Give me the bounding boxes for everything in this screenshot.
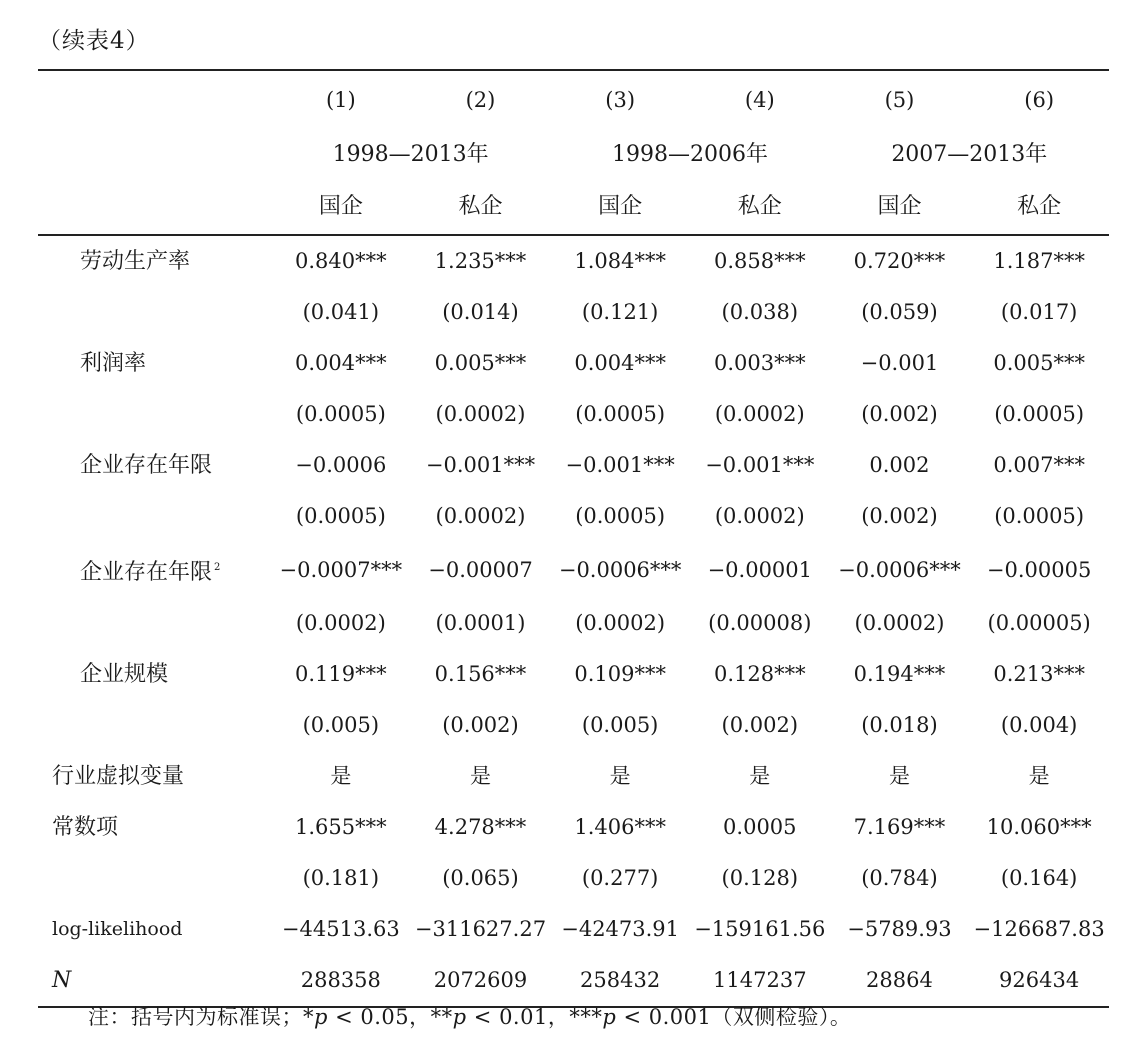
se-cell: (0.004) xyxy=(1000,713,1078,737)
se-cell: (0.181) xyxy=(302,866,380,890)
p-symbol: p xyxy=(452,1005,467,1029)
row-label xyxy=(38,542,271,598)
coef-cell: 1.084*** xyxy=(574,249,666,273)
table-row xyxy=(38,802,1109,853)
se-cell: (0.005) xyxy=(581,713,659,737)
row-label: 企业规模 xyxy=(80,662,169,687)
table-footnote xyxy=(88,1001,851,1031)
se-cell: (0.784) xyxy=(861,866,938,890)
period-header: 1998—2013年 xyxy=(332,142,489,167)
firm-type-header: 私企 xyxy=(690,180,830,235)
coef-cell: 0.128*** xyxy=(713,662,806,686)
period-header: 1998—2006年 xyxy=(611,142,768,167)
row-label-empty xyxy=(38,853,271,904)
se-cell: (0.065) xyxy=(442,866,519,890)
row-label-text: 企业存在年限 xyxy=(80,560,213,585)
table-row xyxy=(38,287,1109,338)
coef-cell: −0.001 xyxy=(860,351,939,375)
se-cell: (0.0001) xyxy=(435,611,526,635)
row-label: 常数项 xyxy=(52,815,119,840)
coef-cell: −0.0007*** xyxy=(279,557,403,582)
se-cell: (0.0002) xyxy=(295,611,386,635)
table-row xyxy=(38,542,1109,598)
coef-cell: 1.655*** xyxy=(295,815,387,839)
coef-cell: −0.001*** xyxy=(565,453,675,477)
se-cell: (0.059) xyxy=(861,300,938,324)
se-cell: (0.018) xyxy=(861,713,938,737)
coef-cell: 0.156*** xyxy=(434,662,527,686)
se-cell: (0.0005) xyxy=(575,402,666,426)
header-row-periods xyxy=(38,129,1109,180)
col-number: (2) xyxy=(465,88,496,112)
se-cell: (0.041) xyxy=(302,300,380,324)
value-cell: 是 xyxy=(330,764,352,788)
table-row xyxy=(38,440,1109,491)
value-cell: 是 xyxy=(469,764,491,788)
row-label: 行业虚拟变量 xyxy=(52,764,185,789)
header-corner xyxy=(38,70,271,129)
regression-table xyxy=(38,69,1109,1008)
coef-cell: −0.00007 xyxy=(428,557,533,582)
footnote-text: < 0.05，** xyxy=(327,1005,453,1029)
value-cell: 926434 xyxy=(999,968,1080,992)
value-cell: 288358 xyxy=(300,968,381,992)
coef-cell: 0.119*** xyxy=(295,662,387,686)
coef-cell: 1.235*** xyxy=(434,249,527,273)
coef-cell: 4.278*** xyxy=(434,815,527,839)
coef-cell: 0.003*** xyxy=(713,351,806,375)
se-cell: (0.128) xyxy=(721,866,799,890)
se-cell: (0.014) xyxy=(442,300,519,324)
se-cell: (0.0002) xyxy=(714,402,805,426)
footnote-text: < 0.001（双侧检验）。 xyxy=(616,1005,852,1029)
coef-cell: 0.213*** xyxy=(993,662,1085,686)
coef-cell: 0.004*** xyxy=(574,351,666,375)
footnote-text: 注：括号内为标准误；* xyxy=(88,1005,314,1029)
firm-type-header: 国企 xyxy=(271,180,411,235)
row-label: 劳动生产率 xyxy=(80,249,191,274)
se-cell: (0.0002) xyxy=(854,611,945,635)
table-caption: （续表4） xyxy=(38,28,150,54)
table-row xyxy=(38,700,1109,751)
coef-cell: −0.00001 xyxy=(707,557,813,582)
coef-cell: −0.001*** xyxy=(425,453,536,477)
row-label: 企业存在年限 xyxy=(80,453,213,478)
coef-cell: 0.002 xyxy=(869,453,930,477)
table-row xyxy=(38,491,1109,542)
col-number: (4) xyxy=(744,88,775,112)
col-number: (1) xyxy=(325,88,356,112)
se-cell: (0.00005) xyxy=(987,611,1091,635)
row-label: log-likelihood xyxy=(52,918,183,940)
value-cell: 是 xyxy=(888,764,910,788)
table-row xyxy=(38,955,1109,1007)
value-cell: 是 xyxy=(749,764,771,788)
se-cell: (0.002) xyxy=(861,504,938,528)
se-cell: (0.121) xyxy=(581,300,659,324)
coef-cell: 0.0005 xyxy=(723,815,797,839)
firm-type-header: 私企 xyxy=(411,180,551,235)
p-symbol: p xyxy=(314,1005,328,1029)
value-cell: 是 xyxy=(1028,764,1050,788)
firm-type-header: 国企 xyxy=(830,180,970,235)
se-cell: (0.0002) xyxy=(714,504,805,528)
footnote-text: < 0.01，*** xyxy=(466,1005,603,1029)
se-cell: (0.002) xyxy=(442,713,519,737)
se-cell: (0.00008) xyxy=(708,611,812,635)
value-cell: 是 xyxy=(609,764,631,788)
coef-cell: −0.00005 xyxy=(986,557,1092,582)
se-cell: (0.002) xyxy=(861,402,938,426)
value-cell: −126687.83 xyxy=(973,917,1105,941)
table-row xyxy=(38,649,1109,700)
coef-cell: 0.840*** xyxy=(295,249,387,273)
header-corner xyxy=(38,129,271,180)
table-row xyxy=(38,904,1109,955)
coef-cell: −0.001*** xyxy=(705,453,815,477)
p-symbol: p xyxy=(602,1005,617,1029)
coef-cell: 10.060*** xyxy=(986,815,1092,839)
se-cell: (0.164) xyxy=(1000,866,1078,890)
coef-cell: −0.0006 xyxy=(295,453,387,477)
value-cell: 28864 xyxy=(866,968,933,992)
coef-cell: 0.005*** xyxy=(993,351,1085,375)
table-row xyxy=(38,598,1109,649)
col-number: (3) xyxy=(605,88,636,112)
header-corner xyxy=(38,180,271,235)
se-cell: (0.0005) xyxy=(575,504,666,528)
col-number: (6) xyxy=(1024,88,1055,112)
value-cell: 2072609 xyxy=(433,968,528,992)
firm-type-header: 国企 xyxy=(550,180,690,235)
coef-cell: 1.187*** xyxy=(993,249,1085,273)
table-row xyxy=(38,751,1109,802)
coef-cell: 0.004*** xyxy=(295,351,387,375)
value-cell: 258432 xyxy=(580,968,661,992)
coef-cell: 0.720*** xyxy=(853,249,946,273)
table-row xyxy=(38,338,1109,389)
coef-cell: 7.169*** xyxy=(853,815,946,839)
coef-cell: 0.109*** xyxy=(574,662,666,686)
value-cell: −311627.27 xyxy=(414,917,547,941)
se-cell: (0.0002) xyxy=(435,504,526,528)
col-number: (5) xyxy=(884,88,915,112)
row-label-empty xyxy=(38,491,271,542)
row-label-empty xyxy=(38,287,271,338)
se-cell: (0.0005) xyxy=(295,504,386,528)
row-label-empty xyxy=(38,598,271,649)
coef-cell: −0.0006*** xyxy=(558,557,682,582)
coef-cell: 0.858*** xyxy=(713,249,806,273)
header-row-firm-types xyxy=(38,180,1109,235)
row-label: N xyxy=(52,968,72,993)
table-row xyxy=(38,853,1109,904)
table-row xyxy=(38,235,1109,287)
se-cell: (0.005) xyxy=(302,713,380,737)
se-cell: (0.017) xyxy=(1000,300,1078,324)
coef-cell: −0.0006*** xyxy=(838,557,961,582)
row-label: 利润率 xyxy=(80,351,147,376)
header-row-model-numbers xyxy=(38,70,1109,129)
coef-cell: 1.406*** xyxy=(574,815,666,839)
se-cell: (0.0005) xyxy=(994,402,1085,426)
value-cell: −44513.63 xyxy=(281,917,400,941)
superscript: 2 xyxy=(214,562,221,573)
se-cell: (0.002) xyxy=(721,713,799,737)
se-cell: (0.0002) xyxy=(575,611,666,635)
row-label-empty xyxy=(38,700,271,751)
coef-cell: 0.194*** xyxy=(853,662,946,686)
se-cell: (0.277) xyxy=(581,866,659,890)
se-cell: (0.0005) xyxy=(994,504,1085,528)
row-label-empty xyxy=(38,389,271,440)
period-header: 2007—2013年 xyxy=(891,142,1048,167)
coef-cell: 0.007*** xyxy=(993,453,1085,477)
value-cell: 1147237 xyxy=(713,968,807,992)
value-cell: −159161.56 xyxy=(694,917,826,941)
se-cell: (0.0002) xyxy=(435,402,526,426)
value-cell: −5789.93 xyxy=(847,917,952,941)
table-header xyxy=(38,70,1109,235)
table-body xyxy=(38,235,1109,1007)
se-cell: (0.038) xyxy=(721,300,799,324)
table-row xyxy=(38,389,1109,440)
value-cell: −42473.91 xyxy=(561,917,680,941)
coef-cell: 0.005*** xyxy=(434,351,527,375)
se-cell: (0.0005) xyxy=(295,402,386,426)
firm-type-header: 私企 xyxy=(969,180,1109,235)
